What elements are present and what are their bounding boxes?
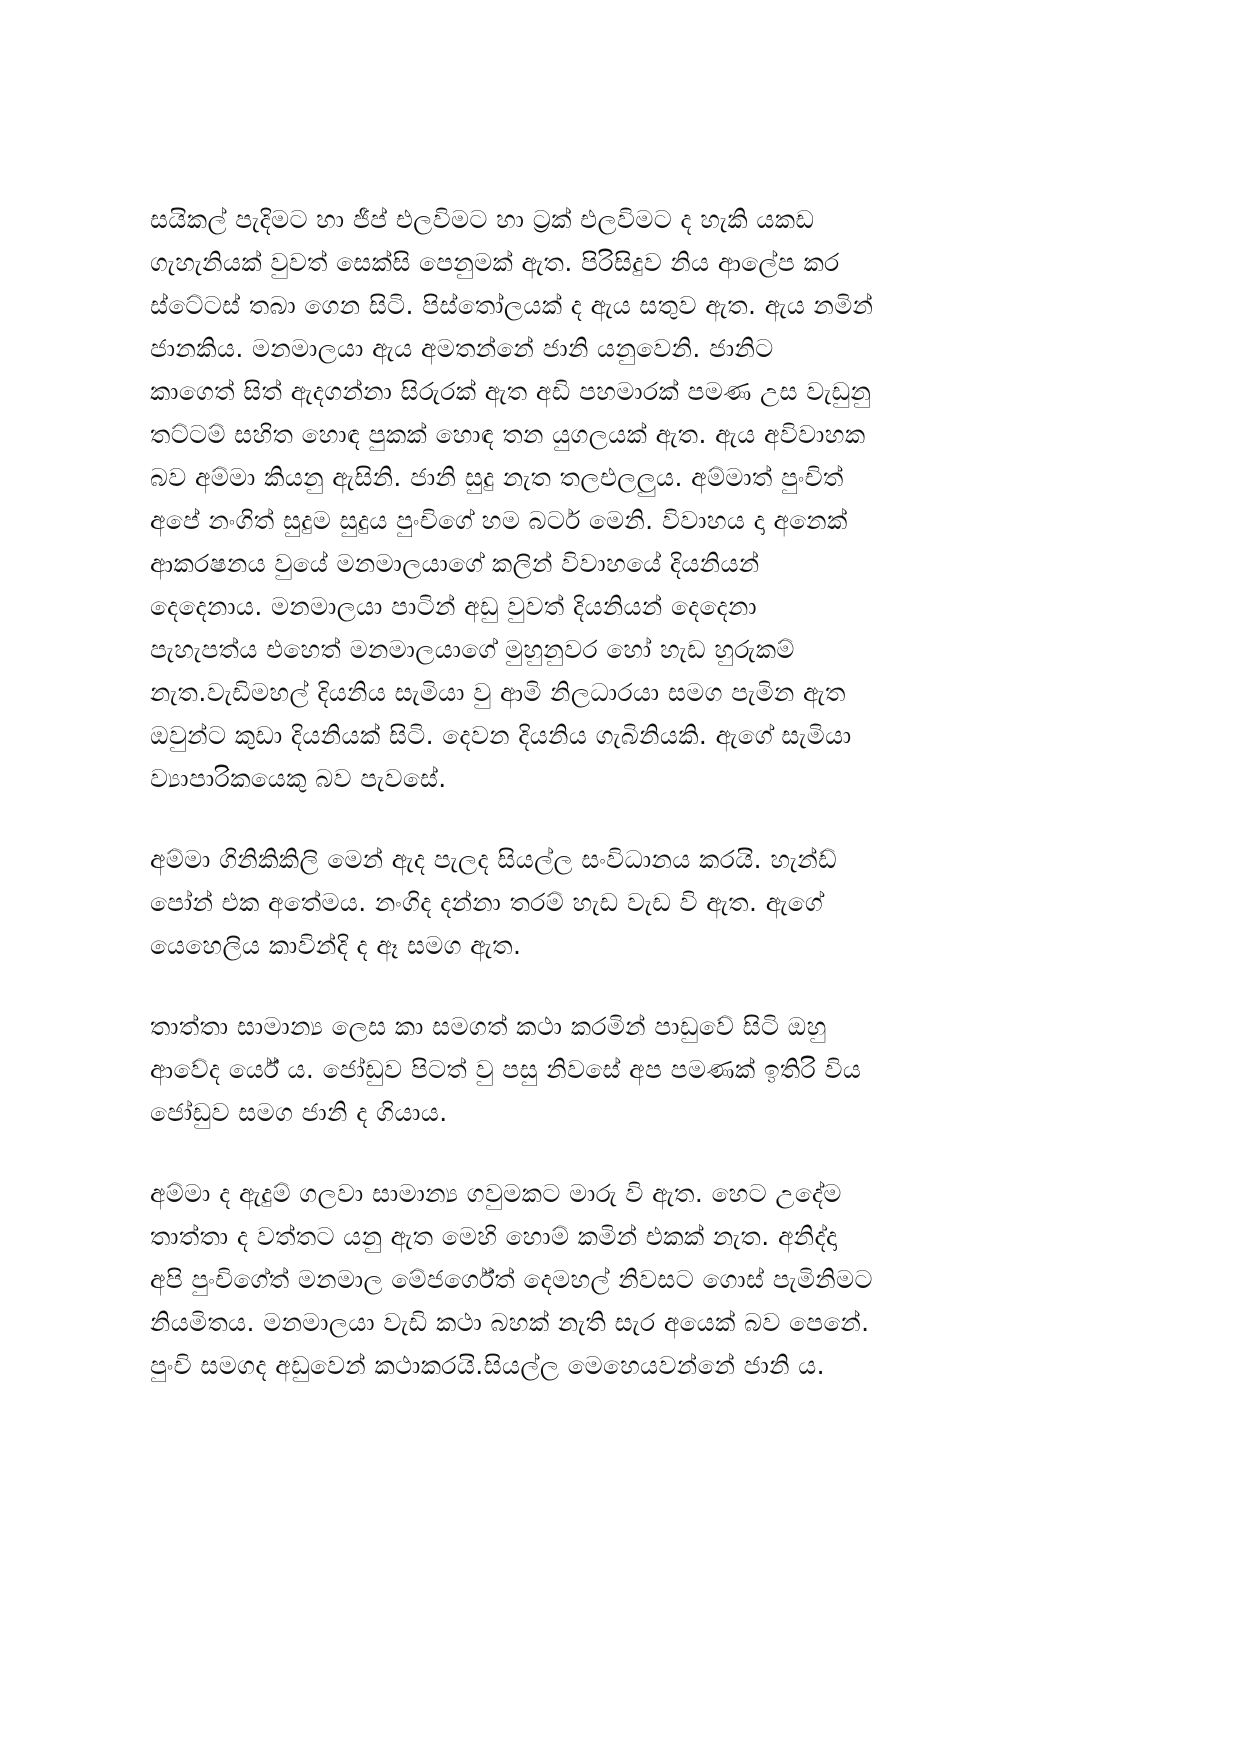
text-line: පෝන් එක අතේමය. නංගිද දන්නා තරම් හැඩ වැඩ වි ඇත. ඇගේ bbox=[150, 888, 824, 917]
text-line: ඔවුන්ට කුඩා දියනියක් සිටි. දෙවන දියනිය ගැබිනියකි. ඇගේ සැමියා bbox=[150, 721, 852, 750]
text-line: බව අම්මා කියනු ඇසිනි. ජානි සුදු නැත තලඑලලුය. අම්මාත් පුංචිත් bbox=[150, 463, 844, 492]
text-line: ආවේද ර්යේ ය. ජෝඩුව පිටත් වු පසු නිවසේ අප පමණක් ඉතිරි විය bbox=[150, 1055, 862, 1084]
text-line: සයිකල් පැදිමට හා ජීප් එලවිමට හා ට්‍රක් එලවිමට ද හැකි යකඩ bbox=[150, 205, 815, 234]
text-line: අම්මා ද ඇදුම් ගලවා සාමාන්‍ය ගවුමකට මාරු වි ඇත. හෙට උදේම bbox=[150, 1179, 842, 1208]
text-line: ජානකිය. මනමාලයා ඇය අමතන්නේ ජානි යනුවෙනි. ජානිට bbox=[150, 334, 774, 363]
text-line: පුංචි සමගද අඩුවෙන් කථාකරයි.සියල්ල මෙහෙයවන්නේ ජානි ය. bbox=[150, 1351, 826, 1380]
text-line: ව්‍යාපාරිකයෙකු බව පැවසේ. bbox=[150, 764, 447, 793]
text-line: ආකරෂනය වුයේ මනමාලයාගේ කලින් විවාහයේ දියනියන් bbox=[150, 549, 760, 578]
text-line: අපි පුංචිගේත් මනමාල මේජර්ගේත් දෙමහල් නිවසට ගොස් පැමිනිමට bbox=[150, 1265, 873, 1294]
text-line: නියමිතය. මනමාලයා වැඩි කථා බහක් නැති සැර අයෙක් බව පෙනේ. bbox=[150, 1308, 870, 1337]
text-line: තාත්තා සාමාන්‍ය ලෙස කා සමගත් කථා කරමින් පාඩුවේ සිටි ඔහු bbox=[150, 1012, 827, 1041]
paragraph-2 bbox=[150, 838, 1100, 967]
text-line: අම්මා ගිනිකිකිලි මෙන් ඇද පැලද සියල්ල සංවිධානය කරයි. හැන්ඩ් bbox=[150, 845, 837, 874]
text-line: පැහැපත්ය එහෙත් මනමාලයාගේ මුහුනුවර හෝ හැඩ හුරුකම් bbox=[150, 635, 795, 664]
text-line: නැත.වැඩිමහල් දියනිය සැමියා වු ආමි නිලධාරයා සමග පැමින ඇත bbox=[150, 678, 846, 707]
text-line: ස්ටේටස් තබා ගෙන සිටි. පිස්තෝලයක් ද ඇය සතුව ඇත. ඇය නමින් bbox=[150, 291, 874, 320]
text-line: දෙදෙනාය. මනමාලයා පාටින් අඩු වුවත් දියනියන් දෙදෙනා bbox=[150, 592, 757, 621]
paragraph-4 bbox=[150, 1172, 1100, 1387]
body-text bbox=[150, 198, 1100, 1425]
text-line: යෙහෙලිය කාවින්දි ද ඈ සමග ඇත. bbox=[150, 931, 522, 960]
text-line: කාගෙත් සිත් ඇදගන්නා සිරුරක් ඇත අඩි පහමාරක් පමණ උස වැඩුනු bbox=[150, 377, 872, 406]
text-line: අපේ නංගිත් සුදුම සුදුය පුංචිගේ හම බටර් මෙනි. විවාහය දා අනෙක් bbox=[150, 506, 848, 535]
text-line: ගැහැනියක් වුවත් සෙක්සි පෙනුමක් ඇත. පිරිසිදුව නිය ආලේප කර bbox=[150, 248, 840, 277]
text-line: තට්ටම් සහිත හොඳ පුකක් හොඳ තන යුගලයක් ඇත. ඇය අවිවාහක bbox=[150, 420, 866, 449]
paragraph-3 bbox=[150, 1005, 1100, 1134]
text-line: තාත්තා ද වත්තට යනු ඇත මෙහි හොම් කමින් එකක් නැත. අනිද්දා bbox=[150, 1222, 838, 1251]
paragraph-1 bbox=[150, 198, 1100, 800]
text-line: ජෝඩුව සමග ජානි ද ගියාය. bbox=[150, 1098, 448, 1127]
